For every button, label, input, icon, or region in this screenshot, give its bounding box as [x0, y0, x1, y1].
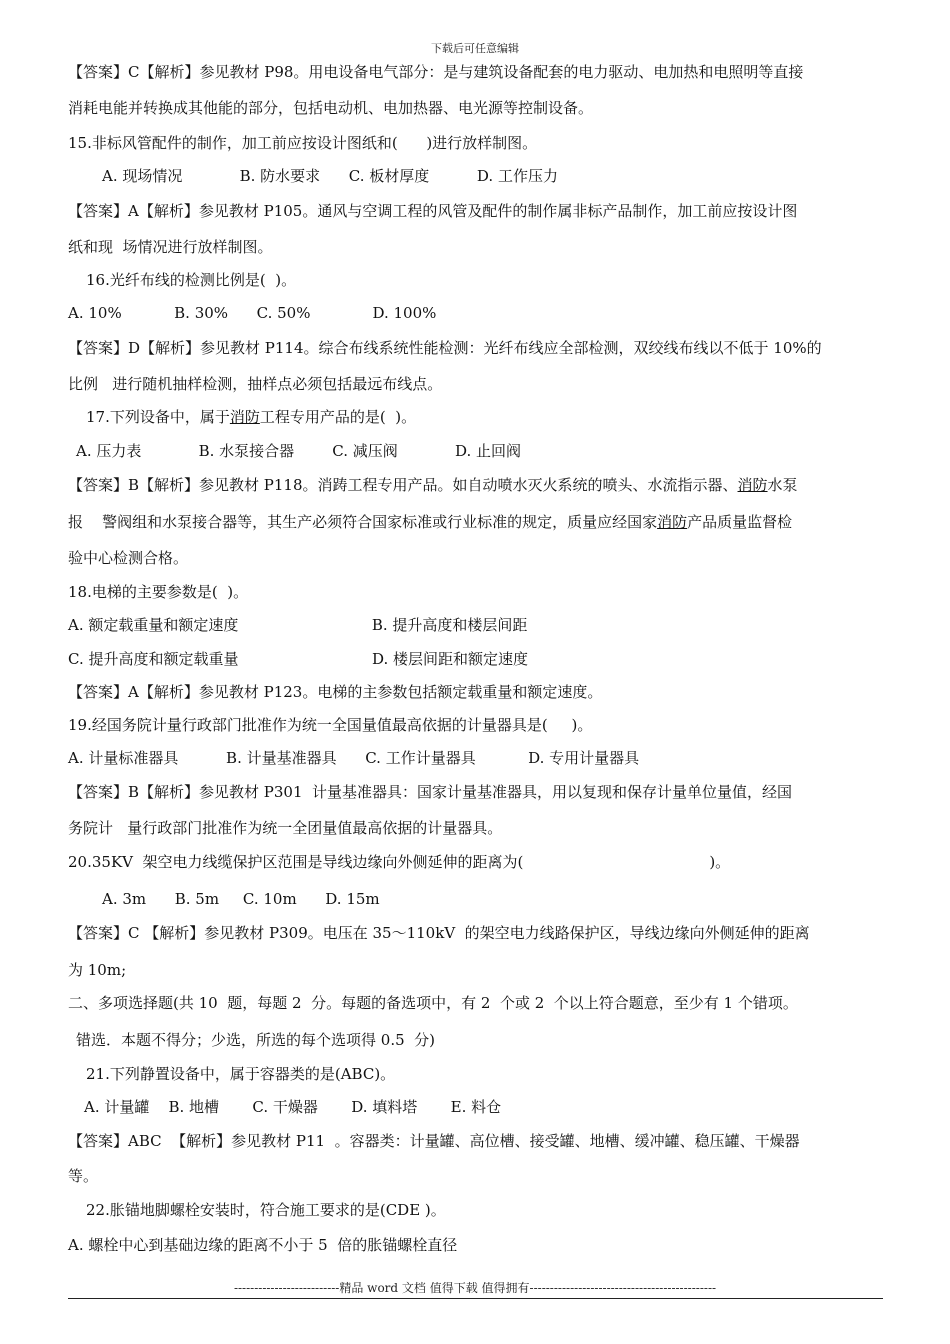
text-line	[68, 98, 593, 118]
text-line	[68, 303, 436, 323]
text-line	[68, 237, 273, 257]
text-line-content: 验中心检测合格。	[68, 549, 189, 567]
text-line	[68, 682, 602, 702]
text-line-content: A. 计量标准器具 B. 计量基准器具 C. 工作计量器具 D. 专用计量器具	[68, 749, 640, 767]
text-line-content: 22.胀锚地脚螺栓安装时，符合施工要求的是(CDE )。	[86, 1201, 446, 1219]
text-line	[68, 133, 537, 153]
text-line-content: A. 10% B. 30% C. 50% D. 100%	[68, 304, 437, 322]
text-line-content: 为 10m;	[68, 961, 127, 979]
text-line	[68, 715, 592, 735]
text-line	[68, 62, 803, 82]
text-line	[86, 1200, 446, 1220]
text-line-content: 16.光纤布线的检测比例是( )。	[86, 271, 297, 289]
text-line-content: 等。	[68, 1167, 99, 1185]
page-footer: --------------------------精品 word 文档 值得下载 值得拥有----------------------------------------------	[233, 1281, 717, 1295]
text-line-content: 【答案】C【解析】参见教材 P98。用电设备电气部分：是与建筑设备配套的电力驱动、电加热和电照明等直接	[68, 63, 804, 81]
q17-underlined: 消防	[229, 408, 260, 426]
text-line-underlined: 消防	[657, 513, 688, 531]
text-line-content: 【答案】D【解析】参见教材 P114。综合布线系统性能检测：光纤布线应全部检测，双绞线布线以不低于 10%的	[68, 339, 822, 357]
text-line	[84, 1097, 501, 1117]
text-line-content: 【答案】B【解析】参见教材 P301 计量基准器具：国家计量基准器具，用以复现和保存计量单位量值，经国	[68, 783, 793, 801]
text-line	[68, 1166, 98, 1186]
text-line	[68, 748, 639, 768]
text-line-content: 纸和现 场情况进行放样制图。	[68, 238, 273, 256]
text-line-content: 务院计 量行政部门批准作为统一全团量值最高依据的计量器具。	[68, 819, 503, 837]
text-line-content: 21.下列静置设备中，属于容器类的是(ABC)。	[86, 1065, 396, 1083]
text-line	[68, 1131, 800, 1151]
text-line	[68, 1235, 457, 1255]
text-line-content: C. 提升高度和额定载重量 D. 楼层间距和额定速度	[68, 650, 529, 668]
text-line	[68, 374, 442, 394]
text-line	[68, 782, 792, 802]
text-line-content: A. 现场情况 B. 防水要求 C. 板材厚度 D. 工作压力	[102, 167, 558, 185]
text-line	[86, 1064, 395, 1084]
page-header: 下载后可任意编辑	[431, 42, 519, 55]
text-line	[102, 166, 558, 186]
text-line	[76, 1030, 435, 1050]
text-line-content: 比例 进行随机抽样检测，抽样点必须包括最远布线点。	[68, 375, 443, 393]
text-line-content: 【答案】ABC 【解析】参见教材 P11 。容器类：计量罐、高位槽、接受罐、地槽、缓冲罐、稳压罐、干燥器	[68, 1132, 800, 1150]
text-line-content: A. 螺栓中心到基础边缘的距离不小于 5 倍的胀锚螺栓直径	[68, 1236, 458, 1254]
text-line	[68, 649, 528, 669]
ans17-post: 水泵	[767, 476, 798, 494]
text-line-tail: 产品质量监督检	[687, 513, 793, 531]
text-line	[86, 270, 296, 290]
text-line-content: 报 警阀组和水泵接合器等，其生产必须符合国家标准或行业标准的规定，质量应经国家	[68, 513, 658, 531]
answer-17	[68, 475, 798, 495]
text-line-content: 【答案】A【解析】参见教材 P123。电梯的主参数包括额定载重量和额定速度。	[68, 683, 603, 701]
text-line-content: A. 3m B. 5m C. 10m D. 15m	[102, 890, 380, 908]
q17-pre: 17.下列设备中，属于	[86, 408, 230, 426]
text-line-content: A. 计量罐 B. 地槽 C. 干燥器 D. 填料塔 E. 料仓	[84, 1098, 502, 1116]
footer-rule	[68, 1298, 883, 1299]
ans17-underlined: 消防	[737, 476, 768, 494]
text-line-content: 【答案】C 【解析】参见教材 P309。电压在 35～110kV 的架空电力线路保护区，导线边缘向外侧延伸的距离	[68, 924, 810, 942]
text-line-content: 15.非标风管配件的制作，加工前应按设计图纸和( )进行放样制图。	[68, 134, 538, 152]
text-line	[68, 852, 730, 872]
ans17-pre: 【答案】B【解析】参见教材 P118。消踌工程专用产品。如自动喷水灭火系统的喷头、水流指示器、	[68, 476, 738, 494]
text-line	[68, 960, 126, 980]
text-line	[68, 818, 502, 838]
text-line	[68, 548, 188, 568]
text-line	[102, 889, 380, 909]
text-line-content: A. 额定载重量和额定速度 B. 提升高度和楼层间距	[68, 616, 528, 634]
text-line-content: 20.35KV 架空电力线缆保护区范围是导线边缘向外侧延伸的距离为( )。	[68, 853, 731, 871]
text-line	[68, 923, 810, 943]
text-line	[68, 582, 248, 602]
text-line-content: 二、多项选择题(共 10 题，每题 2 分。每题的备选项中，有 2 个或 2 个以上符合题意，至少有 1 个错项。	[68, 994, 798, 1012]
text-line	[68, 201, 797, 221]
text-line-content: 错选．本题不得分；少选，所选的每个选项得 0.5 分)	[76, 1031, 436, 1049]
text-line	[68, 512, 792, 532]
q17-post: 工程专用产品的是( )。	[259, 408, 417, 426]
text-line	[76, 441, 521, 461]
text-line-content: 19.经国务院计量行政部门批准作为统一全国量值最高依据的计量器具是( )。	[68, 716, 593, 734]
text-line-content: 消耗电能并转换成其他能的部分，包括电动机、电加热器、电光源等控制设备。	[68, 99, 594, 117]
text-line-content: A. 压力表 B. 水泵接合器 C. 减压阀 D. 止回阀	[76, 442, 522, 460]
text-line	[68, 338, 822, 358]
question-17	[86, 407, 416, 427]
text-line	[68, 615, 527, 635]
text-line-content: 【答案】A【解析】参见教材 P105。通风与空调工程的风管及配件的制作属非标产品制作，加工前应按设计图	[68, 202, 798, 220]
text-line-content: 18.电梯的主要参数是( )。	[68, 583, 249, 601]
text-line	[68, 993, 798, 1013]
